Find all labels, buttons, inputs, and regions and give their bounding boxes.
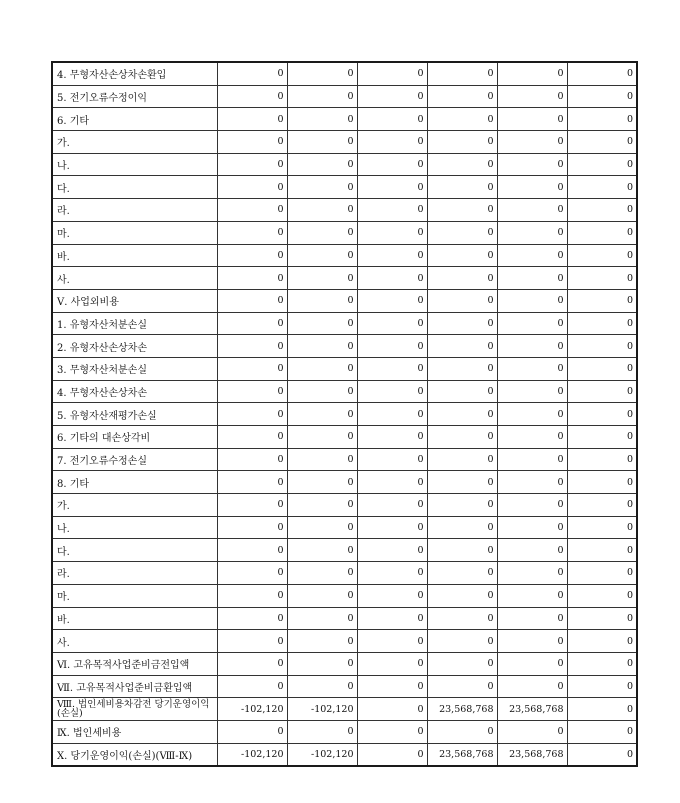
value-cell: 0	[427, 244, 497, 267]
row-label: Ⅸ. 법인세비용	[52, 720, 217, 743]
row-label: 다.	[52, 176, 217, 199]
value-cell: 0	[567, 403, 637, 426]
row-label: 라.	[52, 199, 217, 222]
value-cell: 0	[287, 108, 357, 131]
table-row	[52, 357, 637, 380]
value-cell: 0	[217, 267, 287, 290]
table-row	[52, 199, 637, 222]
value-cell: 0	[427, 584, 497, 607]
value-cell: 0	[567, 675, 637, 698]
value-cell: 0	[567, 199, 637, 222]
table-row	[52, 494, 637, 517]
value-cell: 0	[357, 675, 427, 698]
value-cell: 0	[497, 131, 567, 154]
row-label: 5. 유형자산재평가손실	[52, 403, 217, 426]
value-cell: 0	[217, 539, 287, 562]
value-cell: 0	[287, 562, 357, 585]
row-label: 바.	[52, 244, 217, 267]
value-cell: 0	[497, 426, 567, 449]
row-label: 7. 전기오류수정손실	[52, 448, 217, 471]
row-label: Ⅹ. 당기운영이익(손실)(Ⅷ-Ⅸ)	[52, 743, 217, 766]
row-label: 3. 무형자산처분손실	[52, 357, 217, 380]
value-cell: 0	[287, 357, 357, 380]
value-cell: 0	[357, 357, 427, 380]
value-cell: 0	[567, 743, 637, 766]
value-cell: 0	[217, 675, 287, 698]
table-row	[52, 448, 637, 471]
value-cell: 0	[567, 494, 637, 517]
table-row	[52, 720, 637, 743]
value-cell: 0	[567, 698, 637, 721]
value-cell: 0	[497, 539, 567, 562]
value-cell: 0	[357, 630, 427, 653]
value-cell: 0	[287, 153, 357, 176]
value-cell: 0	[427, 335, 497, 358]
value-cell: 0	[217, 108, 287, 131]
value-cell: 0	[217, 131, 287, 154]
value-cell: 0	[567, 562, 637, 585]
table-row	[52, 335, 637, 358]
value-cell: 0	[287, 675, 357, 698]
value-cell: 0	[357, 380, 427, 403]
value-cell: 0	[357, 176, 427, 199]
table-row	[52, 698, 637, 721]
table-row	[52, 471, 637, 494]
value-cell: 0	[497, 471, 567, 494]
value-cell: 0	[217, 357, 287, 380]
table-row	[52, 312, 637, 335]
value-cell: 0	[217, 289, 287, 312]
value-cell: 0	[357, 743, 427, 766]
table-body	[52, 62, 637, 766]
row-label: 1. 유형자산처분손실	[52, 312, 217, 335]
value-cell: 0	[357, 471, 427, 494]
table-row	[52, 539, 637, 562]
value-cell: 0	[287, 221, 357, 244]
value-cell: 0	[427, 426, 497, 449]
value-cell: 0	[287, 426, 357, 449]
value-cell: 0	[567, 630, 637, 653]
value-cell: 0	[427, 494, 497, 517]
value-cell: 0	[287, 448, 357, 471]
table-row	[52, 403, 637, 426]
value-cell: 0	[217, 176, 287, 199]
value-cell: 0	[217, 448, 287, 471]
value-cell: 0	[287, 312, 357, 335]
row-label: 사.	[52, 267, 217, 290]
value-cell: 0	[427, 448, 497, 471]
value-cell: 0	[287, 244, 357, 267]
value-cell: 0	[427, 62, 497, 85]
value-cell: 0	[567, 153, 637, 176]
value-cell: 0	[427, 380, 497, 403]
value-cell: 0	[287, 630, 357, 653]
value-cell: 0	[217, 720, 287, 743]
value-cell: 0	[357, 62, 427, 85]
value-cell: 0	[287, 62, 357, 85]
value-cell: 0	[497, 312, 567, 335]
table-row	[52, 380, 637, 403]
value-cell: 0	[287, 289, 357, 312]
value-cell: 0	[217, 199, 287, 222]
row-label: 바.	[52, 607, 217, 630]
table-row	[52, 652, 637, 675]
value-cell: 0	[217, 562, 287, 585]
row-label: Ⅵ. 고유목적사업준비금전입액	[52, 652, 217, 675]
row-label: 사.	[52, 630, 217, 653]
table-row	[52, 267, 637, 290]
value-cell: 0	[567, 380, 637, 403]
table-row	[52, 562, 637, 585]
row-label: 5. 전기오류수정이익	[52, 85, 217, 108]
value-cell: 0	[217, 153, 287, 176]
value-cell: 0	[287, 131, 357, 154]
value-cell: 0	[497, 652, 567, 675]
value-cell: 0	[427, 539, 497, 562]
value-cell: 0	[287, 199, 357, 222]
value-cell: 0	[217, 426, 287, 449]
value-cell: 0	[287, 176, 357, 199]
value-cell: 0	[427, 607, 497, 630]
row-label: Ⅴ. 사업외비용	[52, 289, 217, 312]
value-cell: 0	[497, 289, 567, 312]
value-cell: 0	[217, 380, 287, 403]
value-cell: 0	[357, 85, 427, 108]
value-cell: 0	[217, 652, 287, 675]
value-cell: 0	[497, 448, 567, 471]
table-row	[52, 426, 637, 449]
value-cell: 0	[357, 199, 427, 222]
value-cell: 0	[497, 675, 567, 698]
value-cell: 0	[427, 289, 497, 312]
value-cell: 0	[567, 448, 637, 471]
value-cell: 0	[497, 153, 567, 176]
value-cell: 23,568,768	[427, 743, 497, 766]
value-cell: 0	[427, 221, 497, 244]
value-cell: 0	[357, 426, 427, 449]
row-label: 4. 무형자산손상차손	[52, 380, 217, 403]
value-cell: 0	[567, 289, 637, 312]
row-label: 마.	[52, 584, 217, 607]
value-cell: 0	[567, 221, 637, 244]
row-label: 마.	[52, 221, 217, 244]
value-cell: 0	[287, 720, 357, 743]
value-cell: 0	[357, 267, 427, 290]
value-cell: 0	[357, 108, 427, 131]
value-cell: 0	[287, 539, 357, 562]
financial-statement-table	[51, 61, 638, 767]
value-cell: 0	[497, 720, 567, 743]
value-cell: 0	[217, 471, 287, 494]
value-cell: 0	[427, 312, 497, 335]
value-cell: 0	[357, 698, 427, 721]
value-cell: 0	[497, 244, 567, 267]
value-cell: 0	[357, 403, 427, 426]
value-cell: 0	[427, 403, 497, 426]
value-cell: 0	[567, 607, 637, 630]
table-row	[52, 108, 637, 131]
value-cell: 0	[497, 357, 567, 380]
value-cell: 0	[497, 221, 567, 244]
value-cell: 0	[567, 244, 637, 267]
row-label: Ⅶ. 고유목적사업준비금환입액	[52, 675, 217, 698]
value-cell: 0	[217, 312, 287, 335]
value-cell: 0	[217, 244, 287, 267]
value-cell: 0	[427, 652, 497, 675]
value-cell: 0	[567, 584, 637, 607]
table-row	[52, 584, 637, 607]
row-label: 2. 유형자산손상차손	[52, 335, 217, 358]
value-cell: 0	[357, 539, 427, 562]
value-cell: 0	[287, 584, 357, 607]
value-cell: 0	[567, 720, 637, 743]
value-cell: 0	[217, 62, 287, 85]
row-label: 라.	[52, 562, 217, 585]
value-cell: 0	[497, 584, 567, 607]
value-cell: -102,120	[287, 698, 357, 721]
value-cell: 0	[497, 403, 567, 426]
table-row	[52, 244, 637, 267]
value-cell: 0	[567, 516, 637, 539]
value-cell: 0	[287, 403, 357, 426]
value-cell: 0	[497, 85, 567, 108]
value-cell: 0	[217, 85, 287, 108]
value-cell: 0	[427, 199, 497, 222]
value-cell: 0	[287, 516, 357, 539]
value-cell: 0	[567, 652, 637, 675]
value-cell: 0	[427, 108, 497, 131]
value-cell: -102,120	[287, 743, 357, 766]
value-cell: 0	[287, 494, 357, 517]
value-cell: 0	[217, 584, 287, 607]
row-label: 나.	[52, 516, 217, 539]
value-cell: 0	[287, 85, 357, 108]
value-cell: 0	[427, 267, 497, 290]
value-cell: 0	[427, 471, 497, 494]
row-label: 가.	[52, 131, 217, 154]
row-label: 4. 무형자산손상차손환입	[52, 62, 217, 85]
value-cell: 0	[427, 562, 497, 585]
value-cell: 0	[357, 494, 427, 517]
value-cell: 0	[287, 652, 357, 675]
value-cell: 0	[357, 131, 427, 154]
value-cell: 0	[287, 267, 357, 290]
value-cell: 0	[357, 448, 427, 471]
value-cell: 0	[427, 85, 497, 108]
value-cell: 0	[357, 153, 427, 176]
value-cell: 0	[357, 289, 427, 312]
value-cell: 0	[427, 176, 497, 199]
value-cell: 0	[497, 199, 567, 222]
value-cell: 0	[427, 720, 497, 743]
table-row	[52, 153, 637, 176]
value-cell: 0	[567, 267, 637, 290]
value-cell: 0	[567, 539, 637, 562]
value-cell: 0	[427, 675, 497, 698]
value-cell: 0	[357, 562, 427, 585]
value-cell: 0	[497, 630, 567, 653]
value-cell: 0	[217, 335, 287, 358]
row-label: 가.	[52, 494, 217, 517]
value-cell: 0	[357, 584, 427, 607]
table-row	[52, 131, 637, 154]
value-cell: 23,568,768	[427, 698, 497, 721]
value-cell: 0	[567, 62, 637, 85]
row-label: 나.	[52, 153, 217, 176]
value-cell: 0	[567, 108, 637, 131]
value-cell: 0	[357, 221, 427, 244]
value-cell: 0	[497, 176, 567, 199]
value-cell: 0	[567, 426, 637, 449]
value-cell: 0	[427, 516, 497, 539]
value-cell: 0	[567, 312, 637, 335]
value-cell: 0	[497, 108, 567, 131]
value-cell: 0	[427, 357, 497, 380]
table-row	[52, 289, 637, 312]
value-cell: 0	[497, 494, 567, 517]
value-cell: -102,120	[217, 698, 287, 721]
value-cell: 0	[357, 652, 427, 675]
value-cell: 0	[567, 176, 637, 199]
value-cell: 0	[287, 471, 357, 494]
value-cell: 0	[357, 244, 427, 267]
value-cell: 0	[357, 516, 427, 539]
value-cell: 23,568,768	[497, 698, 567, 721]
table-row	[52, 85, 637, 108]
value-cell: 0	[567, 335, 637, 358]
value-cell: 0	[497, 516, 567, 539]
value-cell: 0	[217, 516, 287, 539]
table-row	[52, 516, 637, 539]
value-cell: 0	[217, 494, 287, 517]
value-cell: 0	[567, 357, 637, 380]
value-cell: 0	[217, 221, 287, 244]
value-cell: 0	[497, 562, 567, 585]
value-cell: 0	[497, 62, 567, 85]
value-cell: 0	[567, 85, 637, 108]
table-row	[52, 675, 637, 698]
value-cell: 0	[217, 607, 287, 630]
row-label: Ⅷ. 법인세비용차감전 당기운영이익(손실)	[52, 698, 217, 721]
value-cell: 0	[427, 153, 497, 176]
value-cell: 0	[217, 630, 287, 653]
value-cell: 23,568,768	[497, 743, 567, 766]
table-row	[52, 607, 637, 630]
value-cell: 0	[427, 630, 497, 653]
table-row	[52, 630, 637, 653]
value-cell: 0	[567, 131, 637, 154]
value-cell: 0	[497, 267, 567, 290]
value-cell: 0	[357, 312, 427, 335]
row-label: 6. 기타	[52, 108, 217, 131]
table-row	[52, 221, 637, 244]
value-cell: 0	[497, 335, 567, 358]
value-cell: 0	[287, 380, 357, 403]
value-cell: -102,120	[217, 743, 287, 766]
table-row	[52, 62, 637, 85]
row-label: 6. 기타의 대손상각비	[52, 426, 217, 449]
table-row	[52, 743, 637, 766]
value-cell: 0	[427, 131, 497, 154]
row-label: 8. 기타	[52, 471, 217, 494]
value-cell: 0	[497, 607, 567, 630]
table-row	[52, 176, 637, 199]
value-cell: 0	[357, 720, 427, 743]
value-cell: 0	[357, 335, 427, 358]
row-label: 다.	[52, 539, 217, 562]
value-cell: 0	[287, 607, 357, 630]
value-cell: 0	[567, 471, 637, 494]
value-cell: 0	[357, 607, 427, 630]
value-cell: 0	[217, 403, 287, 426]
value-cell: 0	[497, 380, 567, 403]
value-cell: 0	[287, 335, 357, 358]
